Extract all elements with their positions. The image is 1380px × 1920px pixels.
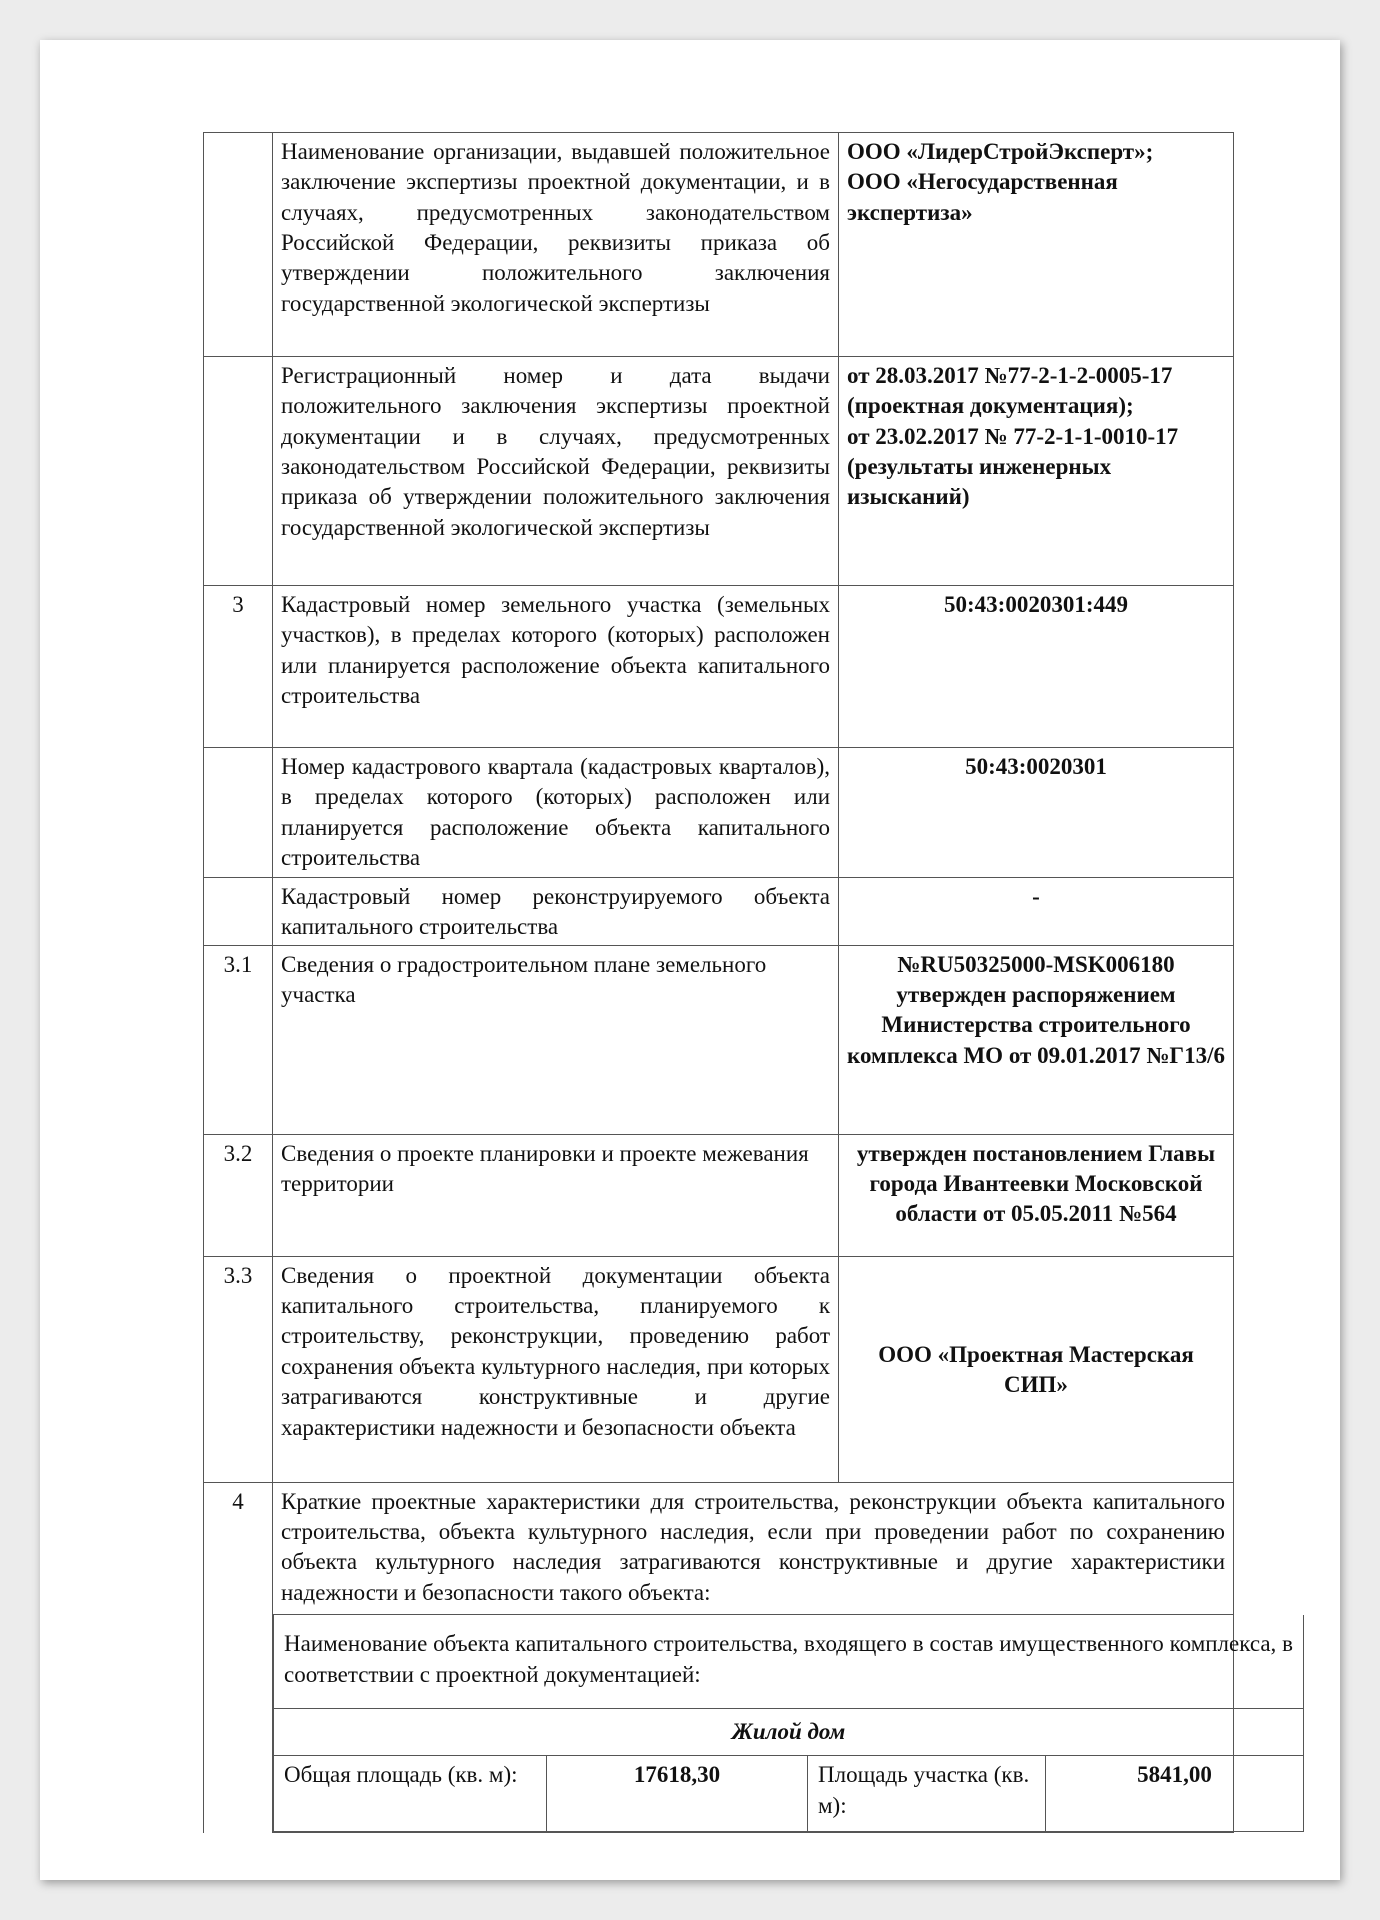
row-number: [204, 357, 273, 586]
row-number: 3.3: [204, 1256, 273, 1482]
total-area-label: Общая площадь (кв. м):: [274, 1756, 547, 1832]
table-row: [204, 1134, 1234, 1256]
permit-details-table: [203, 132, 1294, 1833]
section-4-description: Краткие проектные характеристики для строительства, реконструкции объекта капитального строительства, объекта культурного наследия, если при проведении работ по сохранению объекта культурного наследия затрагиваются конструктивные и другие характеристики надежности и безопасности такого объекта:: [273, 1483, 1233, 1615]
object-characteristics-table: [273, 1615, 1304, 1832]
row-label: Сведения о градостроительном плане земельного участка: [273, 945, 839, 1134]
document-page: [40, 40, 1340, 1880]
row-number: [204, 748, 273, 878]
section-4-content: [273, 1482, 1294, 1833]
row-value: №RU50325000-MSK006180 утвержден распоряжением Министерства строительного комплекса МО от 09.01.2017 №Г13/6: [839, 945, 1234, 1134]
value-line: ООО «ЛидерСтройЭксперт»;: [847, 139, 1154, 164]
row-number: [204, 878, 273, 946]
value-line: (результаты инженерных изысканий): [847, 454, 1112, 510]
value-line: от 28.03.2017 №77-2-1-2-0005-17: [847, 363, 1173, 388]
section-4-number: 4: [204, 1482, 273, 1833]
table-row: [204, 748, 1234, 878]
table-row: [204, 878, 1234, 946]
object-name-label: Наименование объекта капитального строительства, входящего в состав имущественного комплекса, в соответствии с проектной документацией:: [274, 1615, 1304, 1708]
row-label: Номер кадастрового квартала (кадастровых кварталов), в пределах которого (которых) расположен или планируется расположение объекта капитального строительства: [273, 748, 839, 878]
row-number: 3.2: [204, 1134, 273, 1256]
section-4-row: [204, 1482, 1234, 1833]
row-value: ООО «Проектная Мастерская СИП»: [839, 1256, 1234, 1482]
row-number: 3: [204, 586, 273, 748]
row-label: Сведения о проектной документации объекта капитального строительства, планируемого к строительству, реконструкции, проведению работ сохранения объекта культурного наследия, при которых затрагиваются конструктивные и другие характеристики надежности и безопасности объекта: [273, 1256, 839, 1482]
row-label: Кадастровый номер реконструируемого объекта капитального строительства: [273, 878, 839, 946]
row-label: Сведения о проекте планировки и проекте межевания территории: [273, 1134, 839, 1256]
row-value: [839, 357, 1234, 586]
row-value: [839, 133, 1234, 357]
value-line: (проектная документация);: [847, 393, 1134, 419]
table-row: [204, 586, 1234, 748]
table-row: [204, 133, 1234, 357]
plot-area-value: 5841,00: [1046, 1756, 1304, 1832]
row-label: Наименование организации, выдавшей положительное заключение экспертизы проектной документации, и в случаях, предусмотренных законодательством Российской Федерации, реквизиты приказа об утверждении положительного заключения государственной экологической экспертизы: [273, 133, 839, 357]
table-row: [204, 945, 1234, 1134]
total-area-value: 17618,30: [547, 1756, 808, 1832]
value-line: ООО «Негосударственная экспертиза»: [847, 169, 1118, 225]
table-row: [204, 1256, 1234, 1482]
row-value: 50:43:0020301: [839, 748, 1234, 878]
row-value: -: [839, 878, 1234, 946]
row-label: Регистрационный номер и дата выдачи положительного заключения экспертизы проектной документации и в случаях, предусмотренных законодательством Российской Федерации, реквизиты приказа об утверждении положительного заключения государственной экологической экспертизы: [273, 357, 839, 586]
row-value: утвержден постановлением Главы города Ивантеевки Московской области от 05.05.2011 №564: [839, 1134, 1234, 1256]
object-caption: Жилой дом: [274, 1708, 1304, 1755]
row-number: 3.1: [204, 945, 273, 1134]
row-number: [204, 133, 273, 357]
row-value: 50:43:0020301:449: [839, 586, 1234, 748]
row-label: Кадастровый номер земельного участка (земельных участков), в пределах которого (которых) расположен или планируется расположение объекта капитального строительства: [273, 586, 839, 748]
plot-area-label: Площадь участка (кв. м):: [808, 1756, 1046, 1832]
table-row: [204, 357, 1234, 586]
value-line: от 23.02.2017 № 77-2-1-1-0010-17: [847, 423, 1179, 449]
